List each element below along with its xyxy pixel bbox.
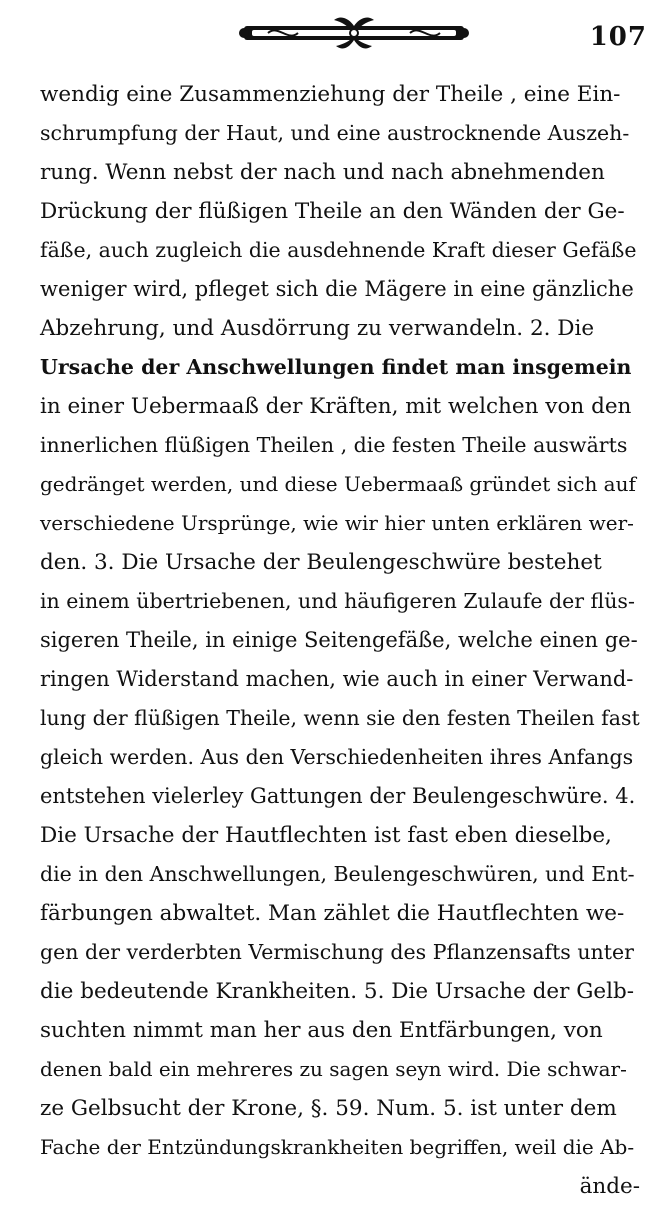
text-line: Drückung der flüßigen Theile an den Wänden der Ge- [40, 199, 625, 224]
text-line: fäße, auch zugleich die ausdehnende Kraft dieser Gefäße [40, 238, 637, 262]
text-line: denen bald ein mehreres zu sagen seyn wird. Die schwar- [40, 1057, 627, 1081]
text-line: in einer Uebermaaß der Kräften, mit welchen von den [40, 394, 632, 419]
text-line: den. 3. Die Ursache der Beulengeschwüre bestehet [40, 550, 602, 575]
text-line: entstehen vielerley Gattungen der Beulengeschwüre. 4. [40, 784, 636, 808]
text-line: Fache der Entzündungskrankheiten begriffen, weil die Ab- [40, 1135, 635, 1159]
text-line: Abzehrung, und Ausdörrung zu verwandeln. 2. Die [40, 316, 595, 341]
text-line: wendig eine Zusammenziehung der Theile , eine Ein- [40, 82, 621, 107]
catchword: ände- [579, 1174, 640, 1199]
body-text [40, 75, 640, 1206]
text-line: die bedeutende Krankheiten. 5. Die Ursache der Gelb- [40, 979, 635, 1004]
text-line: in einem übertriebenen, und häufigeren Zulaufe der flüs- [40, 589, 635, 613]
text-line: färbungen abwaltet. Man zählet die Hautflechten we- [40, 901, 625, 926]
text-line: Ursache der Anschwellungen findet man insgemein [40, 355, 632, 379]
text-line: weniger wird, pfleget sich die Mägere in eine gänzliche [40, 277, 634, 301]
text-line: schrumpfung der Haut, und eine austrocknende Auszeh- [40, 121, 630, 145]
text-line: ze Gelbsucht der Krone, §. 59. Num. 5. ist unter dem [40, 1096, 617, 1121]
page-number: 107 [589, 22, 647, 52]
text-line: Die Ursache der Hautflechten ist fast eben dieselbe, [40, 823, 612, 848]
text-line: verschiedene Ursprünge, wie wir hier unten erklären wer- [40, 511, 634, 535]
text-line: lung der flüßigen Theile, wenn sie den festen Theilen fast [40, 706, 640, 730]
text-line: rung. Wenn nebst der nach und nach abnehmenden [40, 160, 605, 185]
text-line: ringen Widerstand machen, wie auch in einer Verwand- [40, 667, 634, 691]
text-line: gedränget werden, und diese Uebermaaß gründet sich auf [40, 472, 636, 496]
text-line: gleich werden. Aus den Verschiedenheiten ihres Anfangs [40, 745, 634, 769]
text-line: gen der verderbten Vermischung des Pflanzensafts unter [40, 940, 634, 964]
text-line: innerlichen flüßigen Theilen , die festen Theile auswärts [40, 433, 628, 457]
text-line: sigeren Theile, in einige Seitengefäße, welche einen ge- [40, 628, 638, 652]
text-line: suchten nimmt man her aus den Entfärbungen, von [40, 1018, 603, 1043]
text-line: die in den Anschwellungen, Beulengeschwüren, und Ent- [40, 862, 635, 886]
headpiece-ornament-icon [238, 14, 470, 54]
